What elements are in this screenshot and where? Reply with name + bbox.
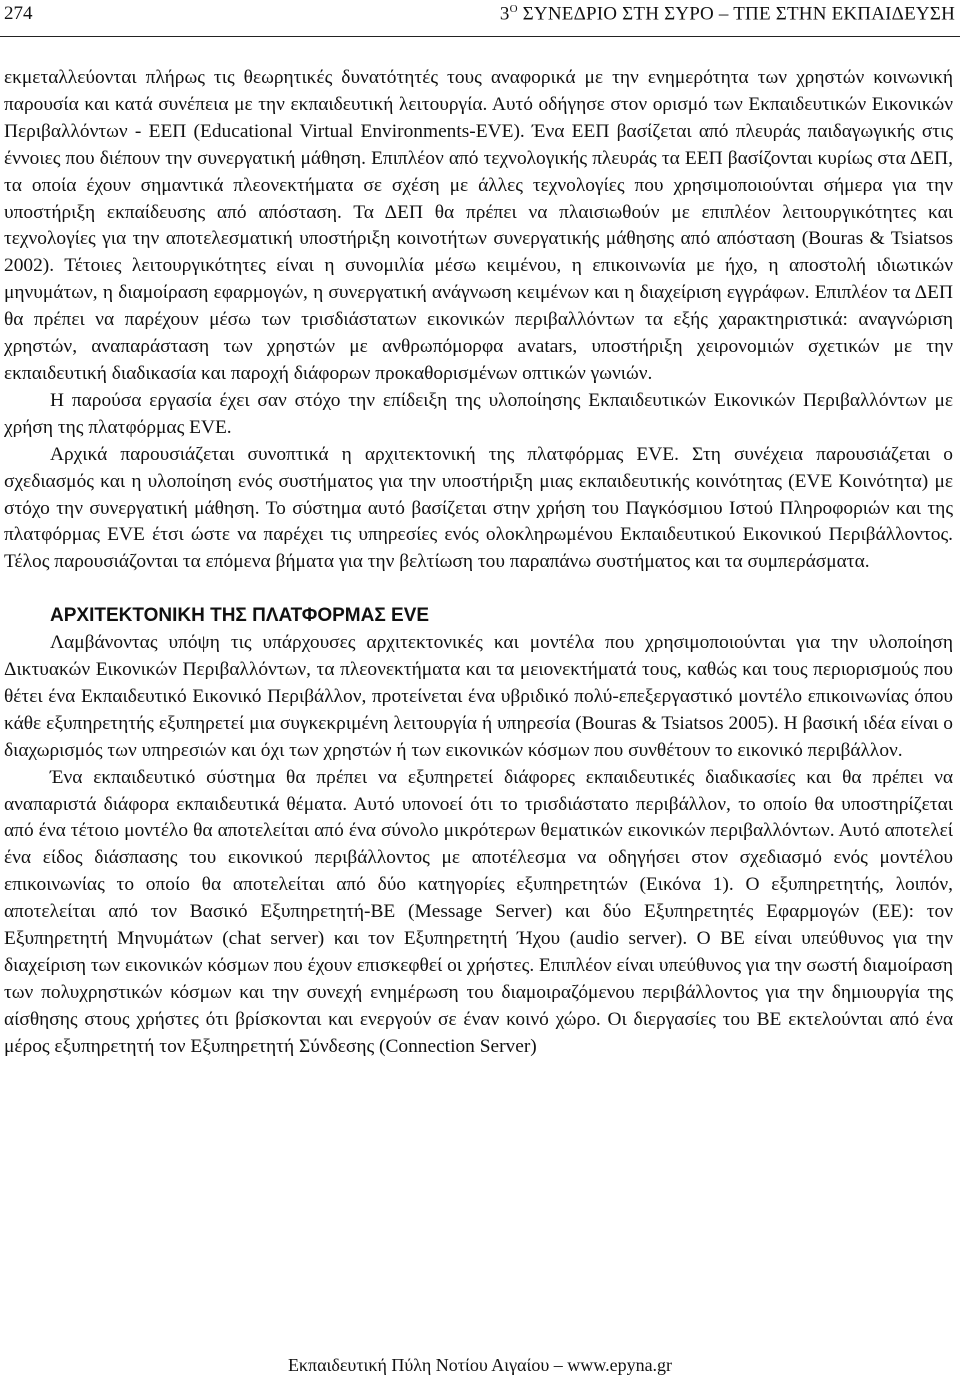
paragraph-architecture-1: Λαμβάνοντας υπόψη τις υπάρχουσες αρχιτεκτονικές και μοντέλα που χρησιμοποιούνται για την υλοποίηση Δικτυακών Εικονικών Περιβαλλόντων, τα πλεονεκτήματα και τα μειονεκτήματά τους, καθώς και τους περιορισμούς που θέτει ένα Εκπαιδευτικό Εικονικό Περιβάλλον, προτείνεται ένα υβριδικό πολύ-επεξεργαστικό μοντέλο επικοινωνίας όπου κάθε εξυπηρετητής εξυπηρετεί μια συγκεκριμένη λειτουργία ή υπηρεσία (Bouras & Tsiatsos 2005). Η βασική ιδέα είναι ο διαχωρισμός των υπηρεσιών και όχι των χρηστών ή των εικονικών κόσμων που συνθέτουν το εικονικό περιβάλλον. — [4, 632, 953, 761]
conference-title: ΣΥΝΕΔΡΙΟ ΣΤΗ ΣΥΡΟ – ΤΠΕ ΣΤΗΝ ΕΚΠΑΙΔΕΥΣΗ — [522, 3, 955, 25]
conference-number: 3 — [499, 3, 510, 25]
paragraph-architecture-2: Ένα εκπαιδευτικό σύστημα θα πρέπει να εξυπηρετεί διάφορες εκπαιδευτικές διαδικασίες και θα πρέπει να αναπαριστά διάφορα εκπαιδευτικά θέματα. Αυτό υπονοεί ότι το τρισδιάστατο περιβάλλον, το οποίο θα υποστηρίζεται από ένα τέτοιο μοντέλο θα αποτελείται από ένα σύνολο μικρότερων θεματικών εικονικών περιβαλλόντων. Αυτό αποτελεί ένα είδος διάσπασης του εικονικού περιβάλλοντος με αποτέλεσμα να οδηγήσει στον σχεδιασμό ενός μοντέλου επικοινωνίας το οποίο θα αποτελείται από δύο κατηγορίες εξυπηρετητών (Εικόνα 1). Ο εξυπηρετητής, λοιπόν, αποτελείται από τον Βασικό Εξυπηρετητή-ΒΕ (Message Server) και δύο Εξυπηρετητές Εφαρμογών (ΕΕ): τον Εξυπηρετητή Μηνυμάτων (chat server) και τον Εξυπηρετητή Ήχου (audio server). Ο ΒΕ είναι υπεύθυνος για την διαχείριση των εικονικών κόσμων που έχουν επισκεφθεί οι χρήστες. Επιπλέον είναι υπεύθυνος για την σωστή διαμοίραση των πολυχρηστικών κόσμων και την συνεχή ενημέρωση του διαμοιραζόμενου περιβάλλοντος για την δημιουργία της αίσθησης στους χρήστες ότι βρίσκονται και ενεργούν σε έναν κοινό χώρο. Οι διεργασίες του ΒΕ εκτελούνται από ένα μέρος εξυπηρετητή τον Εξυπηρετητή Σύνδεσης (Connection Server) — [4, 766, 953, 1057]
page-number: 274 — [4, 3, 33, 24]
page-footer: Εκπαιδευτική Πύλη Νοτίου Αιγαίου – www.epyna.gr — [287, 1355, 673, 1375]
paragraph-intro-continuation: εκμεταλλεύονται πλήρως τις θεωρητικές δυνατότητές τους αναφορικά με την ενημερότητα των χρηστών κοινωνική παρουσία και κατά συνέπεια με την εκπαιδευτική λειτουργία. Αυτό οδήγησε στον ορισμό των Εκπαιδευτικών Εικονικών Περιβαλλόντων - ΕΕΠ (Educational Virtual Environments-EVE). Ένα ΕΕΠ βασίζεται από πλευράς παιδαγωγικής στις έννοιες που διέπουν την συνεργατική μάθηση. Επιπλέον από τεχνολογικής πλευράς τα ΕΕΠ βασίζονται κυρίως στα ΔΕΠ, τα οποία έχουν σημαντικά πλεονεκτήματα σε σχέση με άλλες τεχνολογίες που χρησιμοποιούνται σήμερα για την υποστήριξη εκπαίδευσης από απόσταση. Τα ΔΕΠ θα πρέπει να πλαισιωθούν με επιπλέον λειτουργικότητες και τεχνολογίες για την αποτελεσματική υποστήριξη κοινοτήτων συνεργατικής μάθησης από απόσταση (Bouras & Tsiatsos 2002). Τέτοιες λειτουργικότητες είναι η συνομιλία μέσω κειμένου, η επικοινωνία με ήχο, η αποστολή ιδιωτικών μηνυμάτων, η διαμοίραση εφαρμογών, η συνεργατική ανάγνωση κειμένων και η διαχείριση εγγράφων. Επιπλέον τα ΔΕΠ θα πρέπει να παρέχουν μέσω των τρισδιάστατων εικονικών περιβαλλόντων τα εξής χαρακτηριστικά: αναγνώριση χρηστών, αναπαράσταση των χρηστών με ανθρωπόμορφα avatars, υποστήριξη χειρονομιών σχετικών με την εκπαιδευτική διαδικασία και παροχή διάφορων προκαθορισμένων οπτικών γωνιών. — [4, 67, 953, 384]
conference-ordinal: Ο — [509, 3, 518, 15]
page-header — [0, 0, 960, 37]
running-title — [500, 3, 955, 25]
page-body — [4, 65, 953, 1061]
paragraph-purpose: Η παρούσα εργασία έχει σαν στόχο την επίδειξη της υλοποίησης Εκπαιδευτικών Εικονικών Περιβαλλόντων με χρήση της πλατφόρμας EVE. — [4, 389, 953, 438]
paragraph-outline: Αρχικά παρουσιάζεται συνοπτικά η αρχιτεκτονική της πλατφόρμας EVE. Στη συνέχεια παρουσιάζεται ο σχεδιασμός και η υλοποίηση ενός συστήματος για την υποστήριξη μιας εκπαιδευτικής κοινότητας (EVE Κοινότητα) με στόχο την συνεργατική μάθηση. Το σύστημα αυτό βασίζεται στην χρήση του Παγκόσμιου Ιστού Πληροφοριών και της πλατφόρμας EVE έτσι ώστε να παρέχει τις υπηρεσίες ενός ολοκληρωμένου Εκπαιδευτικού Εικονικού Περιβάλλοντος. Τέλος παρουσιάζονται τα επόμενα βήματα για την βελτίωση του παραπάνω συστήματος και τα συμπεράσματα. — [4, 443, 953, 573]
section-heading: ΑΡΧΙΤΕΚΤΟΝΙΚΗ ΤΗΣ ΠΛΑΤΦΟΡΜΑΣ EVE — [50, 605, 430, 627]
